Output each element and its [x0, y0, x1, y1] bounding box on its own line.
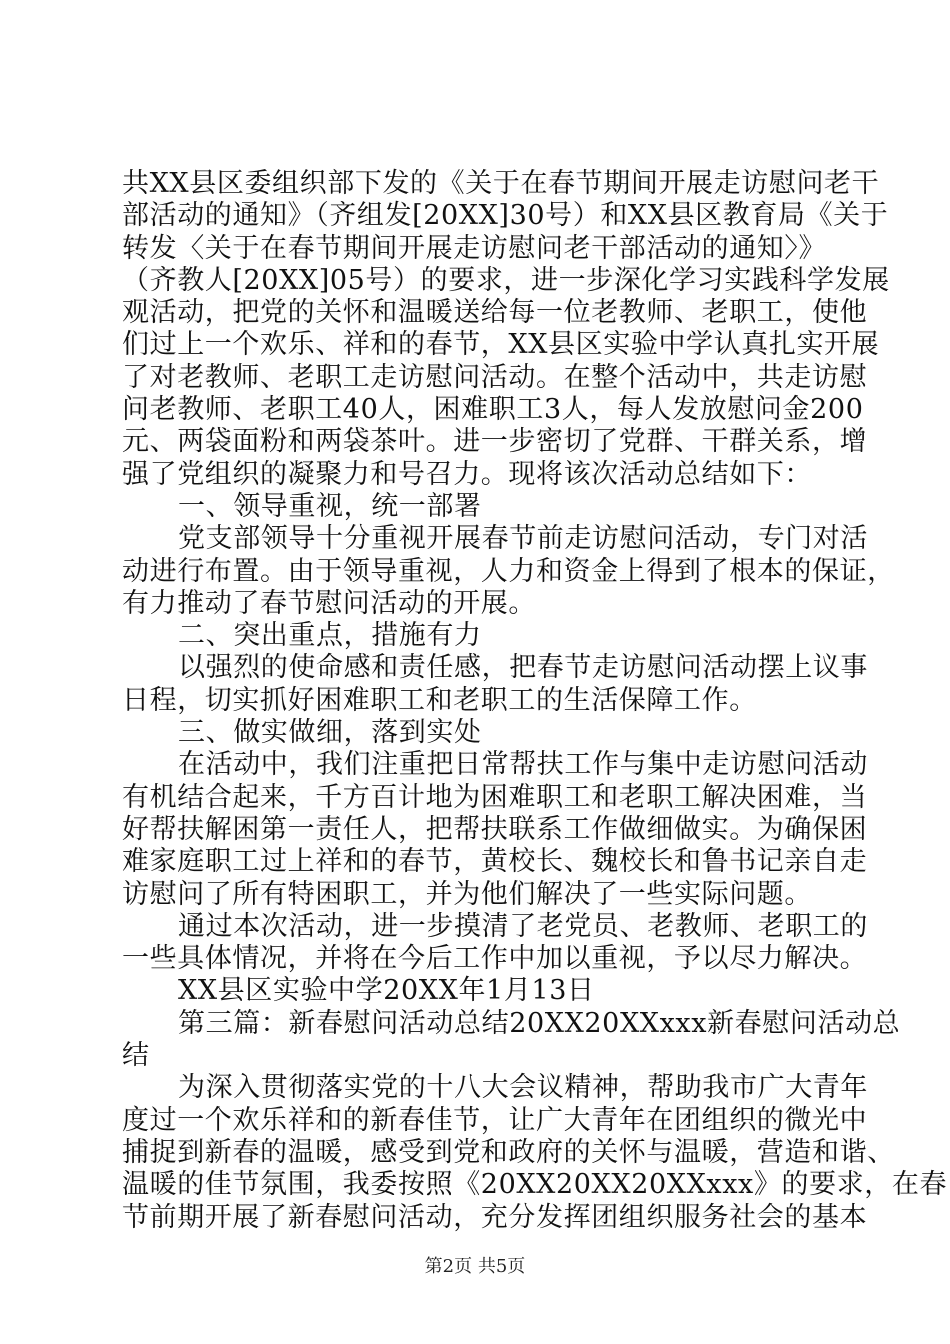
- text-line: 难家庭职工过上祥和的春节，黄校长、魏校长和鲁书记亲自走: [122, 846, 868, 878]
- document-body: [122, 168, 948, 1234]
- text-line: 温暖的佳节氛围，我委按照《20XX20XX20XXxxx》的要求，在春: [122, 1169, 948, 1201]
- text-line: 们过上一个欢乐、祥和的春节，XX县区实验中学认真扎实开展: [122, 329, 880, 361]
- text-line: 有机结合起来，千方百计地为困难职工和老职工解决困难，当: [122, 781, 868, 813]
- text-line: 问老教师、老职工40人，困难职工3人，每人发放慰问金200: [122, 394, 864, 426]
- text-line: 访慰问了所有特困职工，并为他们解决了一些实际问题。: [122, 878, 812, 910]
- text-line: 党支部领导十分重视开展春节前走访慰问活动，专门对活: [178, 523, 868, 555]
- text-line: 共XX县区委组织部下发的《关于在春节期间开展走访慰问老干: [122, 168, 880, 199]
- text-line: 度过一个欢乐祥和的新春佳节，让广大青年在团组织的微光中: [122, 1104, 868, 1136]
- text-line: 结: [122, 1040, 150, 1072]
- text-line: 观活动，把党的关怀和温暖送给每一位老教师、老职工，使他: [122, 297, 868, 329]
- page-footer: 第2页 共5页: [424, 1256, 526, 1277]
- text-line: 三、做实做细，落到实处: [178, 717, 482, 749]
- text-line: 部活动的通知》（齐组发[20XX]30号）和XX县区教育局《关于: [122, 200, 889, 232]
- text-line: 节前期开展了新春慰问活动，充分发挥团组织服务社会的基本: [122, 1201, 868, 1233]
- text-line: 二、突出重点，措施有力: [178, 620, 482, 652]
- text-line: 好帮扶解困第一责任人，把帮扶联系工作做细做实。为确保困: [122, 813, 868, 845]
- text-line: 通过本次活动，进一步摸清了老党员、老教师、老职工的: [178, 910, 868, 942]
- text-line: 了对老教师、老职工走访慰问活动。在整个活动中，共走访慰: [122, 361, 868, 393]
- text-line: 第三篇：新春慰问活动总结20XX20XXxxx新春慰问活动总: [178, 1007, 901, 1039]
- text-line: 在活动中，我们注重把日常帮扶工作与集中走访慰问活动: [178, 749, 868, 781]
- text-line: 有力推动了春节慰问活动的开展。: [122, 587, 536, 619]
- text-line: 捕捉到新春的温暖，感受到党和政府的关怀与温暖，营造和谐、: [122, 1136, 895, 1168]
- text-line: 日程，切实抓好困难职工和老职工的生活保障工作。: [122, 684, 757, 716]
- text-line: 转发〈关于在春节期间开展走访慰问老干部活动的通知〉》: [122, 232, 827, 264]
- text-line: 以强烈的使命感和责任感，把春节走访慰问活动摆上议事: [178, 652, 868, 684]
- text-line: XX县区实验中学20XX年1月13日: [178, 975, 595, 1007]
- text-line: 一些具体情况，并将在今后工作中加以重视，予以尽力解决。: [122, 943, 868, 975]
- text-line: 为深入贯彻落实党的十八大会议精神，帮助我市广大青年: [178, 1072, 868, 1104]
- text-line: 强了党组织的凝聚力和号召力。现将该次活动总结如下：: [122, 458, 812, 490]
- text-line: 动进行布置。由于领导重视，人力和资金上得到了根本的保证，: [122, 555, 895, 587]
- text-line: 一、领导重视，统一部署: [178, 490, 482, 522]
- text-line: （齐教人[20XX]05号）的要求，进一步深化学习实践科学发展: [122, 264, 890, 296]
- text-line: 元、两袋面粉和两袋茶叶。进一步密切了党群、干群关系，增: [122, 426, 868, 458]
